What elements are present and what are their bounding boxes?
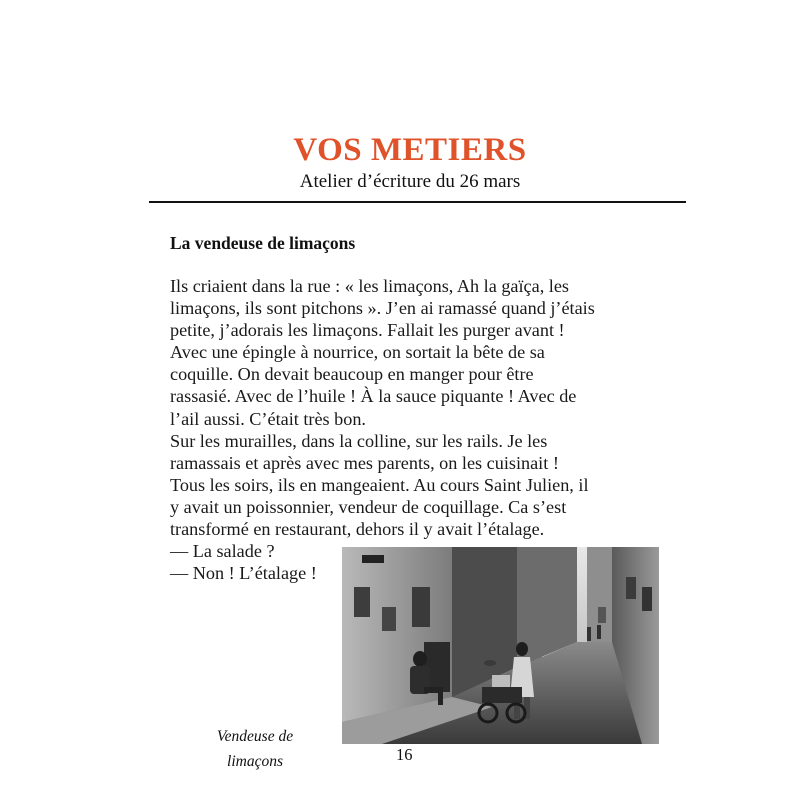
body-line: y avait un poissonnier, vendeur de coquillage. Ca s’est — [170, 496, 567, 517]
header-divider — [149, 201, 686, 203]
article-title: La vendeuse de limaçons — [170, 233, 356, 253]
body-line: petite, j’adorais les limaçons. Fallait les purger avant ! — [170, 320, 565, 341]
article-body — [170, 275, 690, 584]
street-scene-image — [342, 547, 659, 744]
page-number: 16 — [396, 745, 413, 764]
body-line: Avec une épingle à nourrice, on sortait la bête de sa — [170, 342, 545, 363]
photo-caption — [200, 724, 310, 774]
body-line: ramassais et après avec mes parents, on les cuisinait ! — [170, 452, 559, 473]
body-line: Ils criaient dans la rue : « les limaçons, Ah la gaïça, les — [170, 276, 569, 296]
photo-caption-line: limaçons — [227, 753, 283, 770]
body-line: limaçons, ils sont pitchons ». J’en ai ramassé quand j’étais — [170, 298, 595, 319]
body-line: Sur les murailles, dans la colline, sur les rails. Je les — [170, 430, 548, 451]
body-line: rassasié. Avec de l’huile ! À la sauce piquante ! Avec de — [170, 386, 577, 407]
dialogue-line: — La salade ? — [170, 541, 275, 562]
page-subtitle: Atelier d’écriture du 26 mars — [299, 171, 521, 192]
body-line: transformé en restaurant, dehors il y avait l’étalage. — [170, 519, 545, 540]
dialogue-line: — Non ! L’étalage ! — [170, 563, 317, 584]
photo-caption-line: Vendeuse de — [216, 728, 294, 745]
street-photo — [342, 547, 659, 744]
body-line: coquille. On devait beaucoup en manger pour être — [170, 364, 534, 385]
page-title: VOS METIERS — [293, 132, 527, 168]
body-line: Tous les soirs, ils en mangeaient. Au cours Saint Julien, il — [170, 474, 589, 495]
body-line: l’ail aussi. C’était très bon. — [170, 408, 366, 429]
